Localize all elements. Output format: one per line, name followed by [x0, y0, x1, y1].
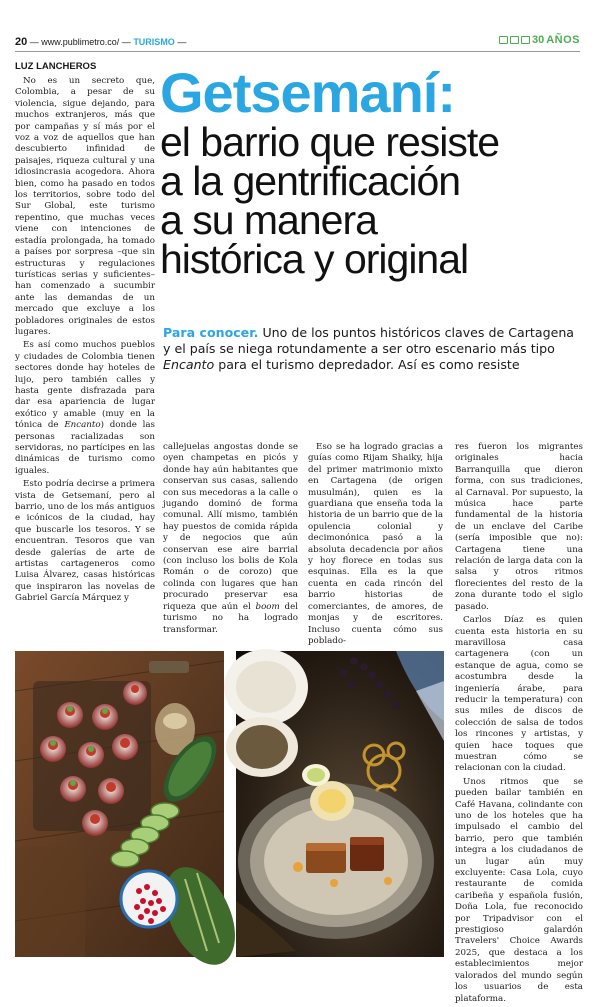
food-photo-appetizers: [15, 651, 224, 957]
food-photo-dessert: [236, 651, 444, 957]
headline-line-1: el barrio que resiste: [160, 119, 500, 165]
anniversary-number: 30: [531, 34, 545, 46]
tablet-icon: [510, 36, 519, 44]
page-header: [15, 36, 580, 52]
lead-paragraph: [163, 325, 583, 373]
headline-line-2: a la gentrificación: [160, 158, 461, 204]
lead-keyword: Para conocer.: [163, 325, 259, 340]
anniversary-text: AÑOS: [546, 34, 580, 46]
newspaper-icon: [499, 36, 508, 44]
lead-text-end: para el turismo depredador. Así es como resiste: [214, 357, 520, 372]
section-label: TURISMO: [133, 37, 175, 47]
article-column-4: [455, 442, 583, 1007]
site-url: — www.publimetro.co/ —: [29, 37, 131, 47]
lead-text: Uno de los puntos históricos claves de Cartagena y el país se niega rotundamente a ser otro escenario más tipo: [163, 325, 575, 356]
anniversary-logo: [499, 34, 580, 46]
lead-italic: Encanto: [163, 357, 215, 372]
author-byline: LUZ LANCHEROS: [15, 61, 97, 72]
body-paragraph: Es así como muchos pueblos y ciudades de Colombia tienen sectores donde hay hoteles de lujo, pero también calles y hasta gente disfrazada para dar esa apariencia de lugar exótico y amable (muy en la tónica de Encanto) donde las personas racializadas son servidoras, no partícipes en las dinámicas de turismo como iguales.: [15, 340, 155, 476]
body-paragraph: No es un secreto que, Colombia, a pesar de su violencia, sigue dejando, para muchos extranjeros, más que por campañas y sí más por el voz a voz de aquellos que han descubierto infinidad de paisajes, riqueza cultural y una idiosincrasia acogedora. Ahora bien, como ha pasado en todos los territorios, sobre todo del Sur Global, este turismo repentino, que muchas veces viene con intenciones de estadía prolongada, ha tomado a países por sorpresa –que sin estructuras y regulaciones turísticas serias y suficientes– han comenzado a sucumbir ante las demandas de un mercado que excluye a los pobladores originales de estos lugares.: [15, 76, 155, 337]
header-dash: —: [177, 37, 187, 47]
headline: [160, 62, 590, 280]
laptop-icon: [521, 36, 530, 44]
article-column-3: [308, 442, 443, 649]
headline-line-3: a su manera: [160, 197, 377, 243]
headline-title: Getsemaní:: [160, 61, 455, 124]
body-paragraph: res fueron los migrantes originales hacia Barranquilla que dieron forma, con sus tradiciones, al Carnaval. Por supuesto, la música hace parte fundamental de la historia de un enclave del Caribe (sería imposible que no): Cartagena tiene una relación de larga data con la salsa y otros ritmos florecientes del resto de la zona durante todo el siglo pasado.: [455, 442, 583, 612]
article-column-1: [15, 76, 155, 607]
body-paragraph: Eso se ha logrado gracias a guías como Rijam Shaiky, hija del primer matrimonio mixto en Cartagena (de origen musulmán), quien es la guardiana que enseña toda la historia de un barrio que de la opulencia colonial y decimonónica pasó a la absoluta decadencia por años y hoy florece en todas sus esquinas. Ella es la que cuenta en cada rincón del barrio historias de comerciantes, de amores, de monjas y de escritores. Incluso cuenta cómo sus poblado-: [308, 442, 443, 646]
body-paragraph: callejuelas angostas donde se oyen champetas en picós y donde hay aún habitantes que conservan sus casas, saliendo con sus mecedoras a la calle o jugando dominó de forma comunal. Allí mismo, también hay puestos de comida rápida y de negocios que aún conservan ese aire barrial (con incluso los bolis de Kola Román o de corozo) que colinda con lugares que han procurado preservar esa riqueza que aún el boom del turismo no ha logrado transformar.: [163, 442, 298, 635]
header-rule: [15, 51, 580, 52]
article-column-2: [163, 442, 298, 638]
body-paragraph: Esto podría decirse a primera vista de Getsemaní, pero al barrio, uno de los más antiguos e icónicos de la ciudad, hay que buscarle los tesoros. Y se encuentran. Tesoros que van desde galerías de arte de artistas cartageneros como Luisa Álvarez, casas históricas que inspiraron las novelas de Gabriel García Márquez y: [15, 479, 155, 604]
headline-line-4: histórica y original: [160, 236, 469, 282]
body-paragraph: Carlos Díaz es quien cuenta esta historia en su maravillosa casa cartagenera (con un estanque de agua, como se acostumbra desde la ingeniería árabe, para reducir la temperatura) con sus miles de discos de colección de salsa de todos los rincones y artistas, y quien hace toques que muestran cómo se relacionan con la ciudad.: [455, 615, 583, 774]
body-paragraph: Unos ritmos que se pueden bailar también en Café Havana, colindante con uno de los hoteles que ha impulsado el cambio del barrio, pero que también integra a los ciudadanos de un lugar aún muy excluyente: Casa Lola, cuyo restaurante de comida caribeña y española fusión, Doña Lola, fue reconocido por Tripadvisor con el prestigioso galardón Travelers' Choice Awards 2025, que destaca a los establecimientos mejor valorados del mundo según los usuarios de esta plataforma.: [455, 776, 583, 1004]
page-number: 20: [15, 36, 28, 48]
